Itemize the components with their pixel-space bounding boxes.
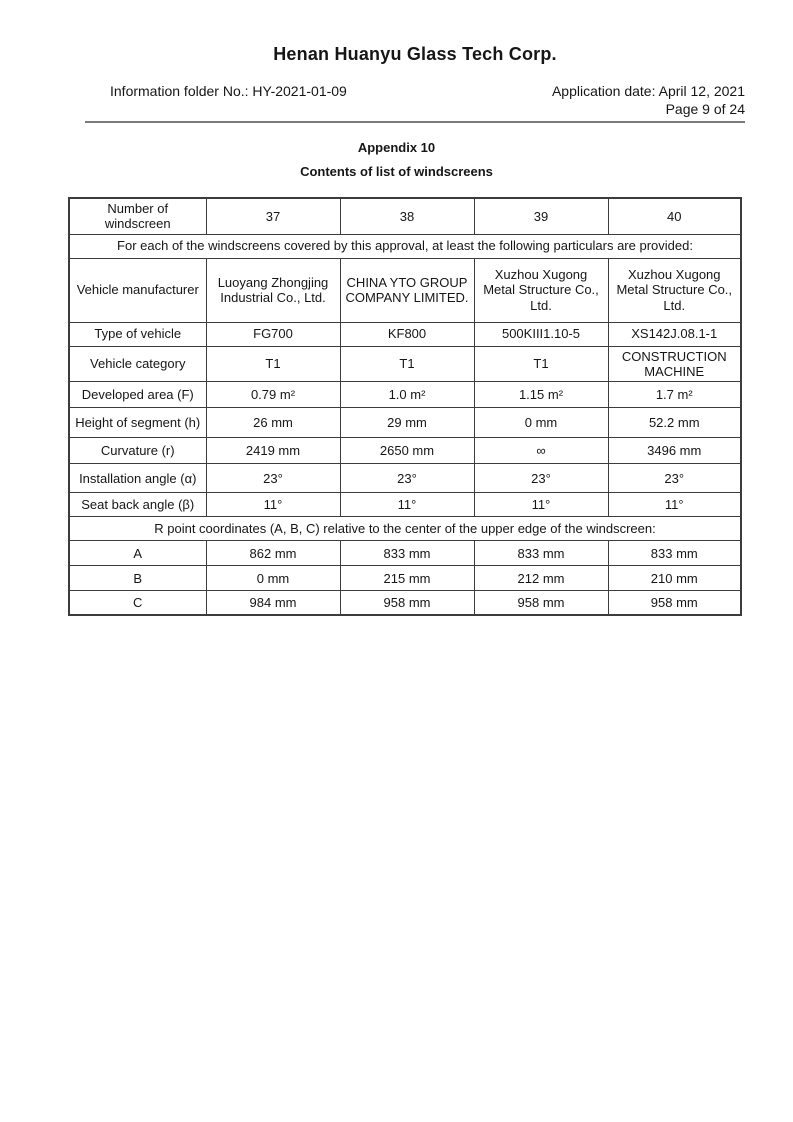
information-folder-number: Information folder No.: HY-2021-01-09	[110, 83, 347, 99]
cell-value: ∞	[474, 438, 608, 464]
cell-value: Luoyang Zhongjing Industrial Co., Ltd.	[206, 258, 340, 322]
cell-value: 23°	[340, 464, 474, 493]
cell-value: T1	[474, 346, 608, 382]
row-label: Seat back angle (β)	[69, 493, 206, 517]
windscreen-number: 37	[206, 198, 340, 234]
cell-value: 0 mm	[206, 566, 340, 591]
cell-value: 29 mm	[340, 408, 474, 438]
row-label: Number of windscreen	[69, 198, 206, 234]
cell-value: 958 mm	[474, 591, 608, 615]
cell-value: 23°	[206, 464, 340, 493]
cell-value: 215 mm	[340, 566, 474, 591]
cell-value: 11°	[340, 493, 474, 517]
windscreen-spec-table	[68, 197, 742, 616]
table-row-curvature	[69, 438, 741, 464]
appendix-subtitle: Contents of list of windscreens	[300, 164, 493, 179]
application-date: Application date: April 12, 2021	[551, 83, 745, 99]
row-label: Vehicle category	[69, 346, 206, 382]
cell-value: Xuzhou Xugong Metal Structure Co., Ltd.	[608, 258, 741, 322]
windscreen-number: 38	[340, 198, 474, 234]
row-label: Curvature (r)	[69, 438, 206, 464]
row-label: B	[69, 566, 206, 591]
cell-value: 11°	[608, 493, 741, 517]
page-header	[85, 0, 745, 123]
header-info-row	[85, 83, 745, 123]
cell-value: 500KIII1.10-5	[474, 322, 608, 346]
cell-value: 1.0 m²	[340, 382, 474, 408]
table-row-note	[69, 517, 741, 541]
cell-value: 3496 mm	[608, 438, 741, 464]
table-row-note	[69, 234, 741, 258]
cell-value: 210 mm	[608, 566, 741, 591]
page-indicator: Page 9 of 24	[665, 100, 745, 117]
cell-value: 958 mm	[608, 591, 741, 615]
row-label: A	[69, 541, 206, 566]
cell-value: 11°	[206, 493, 340, 517]
cell-value: 833 mm	[608, 541, 741, 566]
cell-value: FG700	[206, 322, 340, 346]
table-row-vehicle-category	[69, 346, 741, 382]
table-row-installation-angle	[69, 464, 741, 493]
cell-value: 1.15 m²	[474, 382, 608, 408]
cell-value: 23°	[474, 464, 608, 493]
table-row-windscreen-numbers	[69, 198, 741, 234]
windscreen-number: 39	[474, 198, 608, 234]
row-label: Installation angle (α)	[69, 464, 206, 493]
r-point-note: R point coordinates (A, B, C) relative to the center of the upper edge of the windscreen:	[69, 517, 741, 541]
cell-value: T1	[206, 346, 340, 382]
row-label: Height of segment (h)	[69, 408, 206, 438]
row-label: Developed area (F)	[69, 382, 206, 408]
cell-value: KF800	[340, 322, 474, 346]
company-title: Henan Huanyu Glass Tech Corp.	[273, 44, 557, 64]
cell-value: 833 mm	[340, 541, 474, 566]
cell-value: 11°	[474, 493, 608, 517]
cell-value: XS142J.08.1-1	[608, 322, 741, 346]
cell-value: 52.2 mm	[608, 408, 741, 438]
cell-value: 0.79 m²	[206, 382, 340, 408]
cell-value: CONSTRUCTION MACHINE	[608, 346, 741, 382]
table-row-coordinate-a	[69, 541, 741, 566]
cell-value: 0 mm	[474, 408, 608, 438]
cell-value: 1.7 m²	[608, 382, 741, 408]
header-right-block	[552, 83, 745, 118]
table-row-height-of-segment	[69, 408, 741, 438]
table-row-seat-back-angle	[69, 493, 741, 517]
table-row-coordinate-c	[69, 591, 741, 615]
table-row-vehicle-manufacturer	[69, 258, 741, 322]
row-label: C	[69, 591, 206, 615]
cell-value: Xuzhou Xugong Metal Structure Co., Ltd.	[474, 258, 608, 322]
cell-value: 26 mm	[206, 408, 340, 438]
appendix-title: Appendix 10	[357, 140, 436, 155]
table-row-coordinate-b	[69, 566, 741, 591]
cell-value: 958 mm	[340, 591, 474, 615]
row-label: Vehicle manufacturer	[69, 258, 206, 322]
windscreen-number: 40	[608, 198, 741, 234]
cell-value: 862 mm	[206, 541, 340, 566]
cell-value: 2419 mm	[206, 438, 340, 464]
cell-value: 212 mm	[474, 566, 608, 591]
cell-value: CHINA YTO GROUP COMPANY LIMITED.	[340, 258, 474, 322]
row-label: Type of vehicle	[69, 322, 206, 346]
cell-value: 2650 mm	[340, 438, 474, 464]
table-row-developed-area	[69, 382, 741, 408]
table-row-type-of-vehicle	[69, 322, 741, 346]
cell-value: 23°	[608, 464, 741, 493]
approval-note: For each of the windscreens covered by this approval, at least the following particulars are provided:	[69, 234, 741, 258]
cell-value: 833 mm	[474, 541, 608, 566]
cell-value: T1	[340, 346, 474, 382]
cell-value: 984 mm	[206, 591, 340, 615]
